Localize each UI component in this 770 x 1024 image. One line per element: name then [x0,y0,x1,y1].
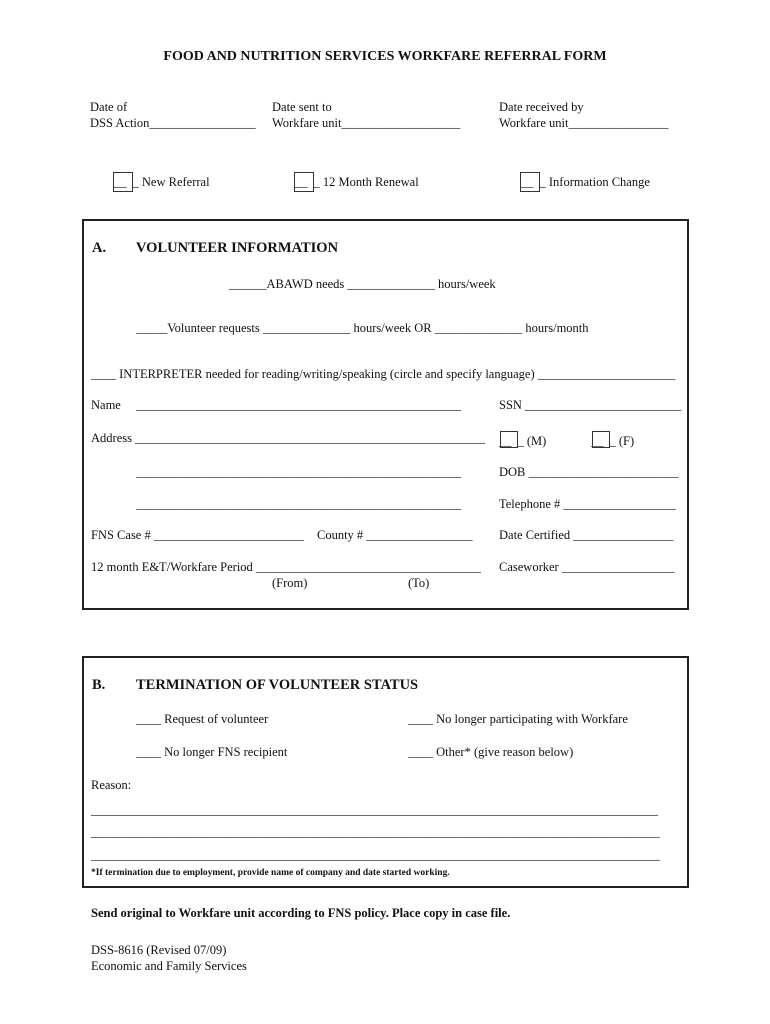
abawd-field[interactable]: ______ABAWD needs ______________ hours/week [229,277,496,291]
no-longer-workfare-option[interactable]: ____ No longer participating with Workfare [408,712,628,726]
info-change-option [521,172,650,192]
telephone-field[interactable]: Telephone # __________________ [499,497,676,511]
section-b-letter: B. [92,677,106,693]
request-of-volunteer-option[interactable]: ____ Request of volunteer [136,712,269,726]
sex-male-checkbox[interactable] [500,431,518,448]
sex-female-label: _ (F) [609,434,635,448]
name-label: Name [91,398,121,412]
date-received-field[interactable]: Workfare unit________________ [499,116,669,130]
new-referral-option [114,172,210,192]
renewal-label: _ 12 Month Renewal [313,175,419,189]
renewal-prefix: __ [295,175,308,189]
period-to-label: (To) [408,576,430,590]
footer-instruction: Send original to Workfare unit according to FNS policy. Place copy in case file. [91,906,511,920]
sex-female-checkbox[interactable] [592,431,610,448]
address-line-2[interactable]: ____________________________________________________ [136,465,461,479]
section-a-title: VOLUNTEER INFORMATION [136,240,339,256]
volunteer-requests-field[interactable]: _____Volunteer requests ______________ hours/week OR ______________ hours/month [136,321,589,335]
date-dss-action-field[interactable]: DSS Action_________________ [90,116,256,130]
info-change-label: _ Information Change [539,175,650,189]
sex-male-prefix: __ [499,434,512,448]
section-b-title: TERMINATION OF VOLUNTEER STATUS [136,677,419,693]
date-received-label: Date received by [499,100,584,114]
form-number: DSS-8616 (Revised 07/09) [91,943,227,957]
other-option[interactable]: ____ Other* (give reason below) [408,745,574,759]
ssn-field[interactable]: SSN _________________________ [499,398,682,412]
county-field[interactable]: County # _________________ [317,528,473,542]
new-referral-prefix: __ [114,175,127,189]
termination-footnote: *If termination due to employment, provide name of company and date started working. [91,868,450,878]
date-sent-field[interactable]: Workfare unit___________________ [272,116,461,130]
sex-male-label: _ (M) [517,434,547,448]
name-field[interactable]: ____________________________________________________ [136,398,461,412]
renewal-checkbox[interactable] [294,172,314,192]
sex-female-prefix: __ [591,434,604,448]
form-title: FOOD AND NUTRITION SERVICES WORKFARE REFERRAL FORM [163,49,607,64]
address-field[interactable]: Address ________________________________________________________ [91,431,486,445]
reason-label: Reason: [91,778,132,792]
info-change-checkbox[interactable] [520,172,540,192]
agency-name: Economic and Family Services [91,959,247,973]
reason-line-2[interactable]: ___________________________________________________________________________________________ [91,825,660,839]
section-a-letter: A. [92,240,107,256]
caseworker-field[interactable]: Caseworker __________________ [499,560,675,574]
fns-case-field[interactable]: FNS Case # ________________________ [91,528,304,542]
new-referral-label: _ New Referral [132,175,210,189]
dob-field[interactable]: DOB ________________________ [499,465,679,479]
sex-male-option [499,431,546,449]
date-sent-label: Date sent to [272,100,332,114]
reason-line-3[interactable]: ___________________________________________________________________________________________ [91,848,660,862]
new-referral-checkbox[interactable] [113,172,133,192]
address-line-3[interactable]: ____________________________________________________ [136,497,461,511]
sex-female-option [591,431,634,449]
info-change-prefix: __ [521,175,534,189]
period-from-label: (From) [272,576,308,590]
date-dss-action-label: Date of [90,100,128,114]
no-longer-fns-option[interactable]: ____ No longer FNS recipient [136,745,288,759]
renewal-option [295,172,419,192]
workfare-period-field[interactable]: 12 month E&T/Workfare Period ____________________________________ [91,560,481,574]
reason-line-1[interactable]: ___________________________________________________________________________________________ [91,803,658,817]
interpreter-field[interactable]: ____ INTERPRETER needed for reading/writing/speaking (circle and specify language) ______________________ [91,367,676,381]
date-certified-field[interactable]: Date Certified ________________ [499,528,674,542]
